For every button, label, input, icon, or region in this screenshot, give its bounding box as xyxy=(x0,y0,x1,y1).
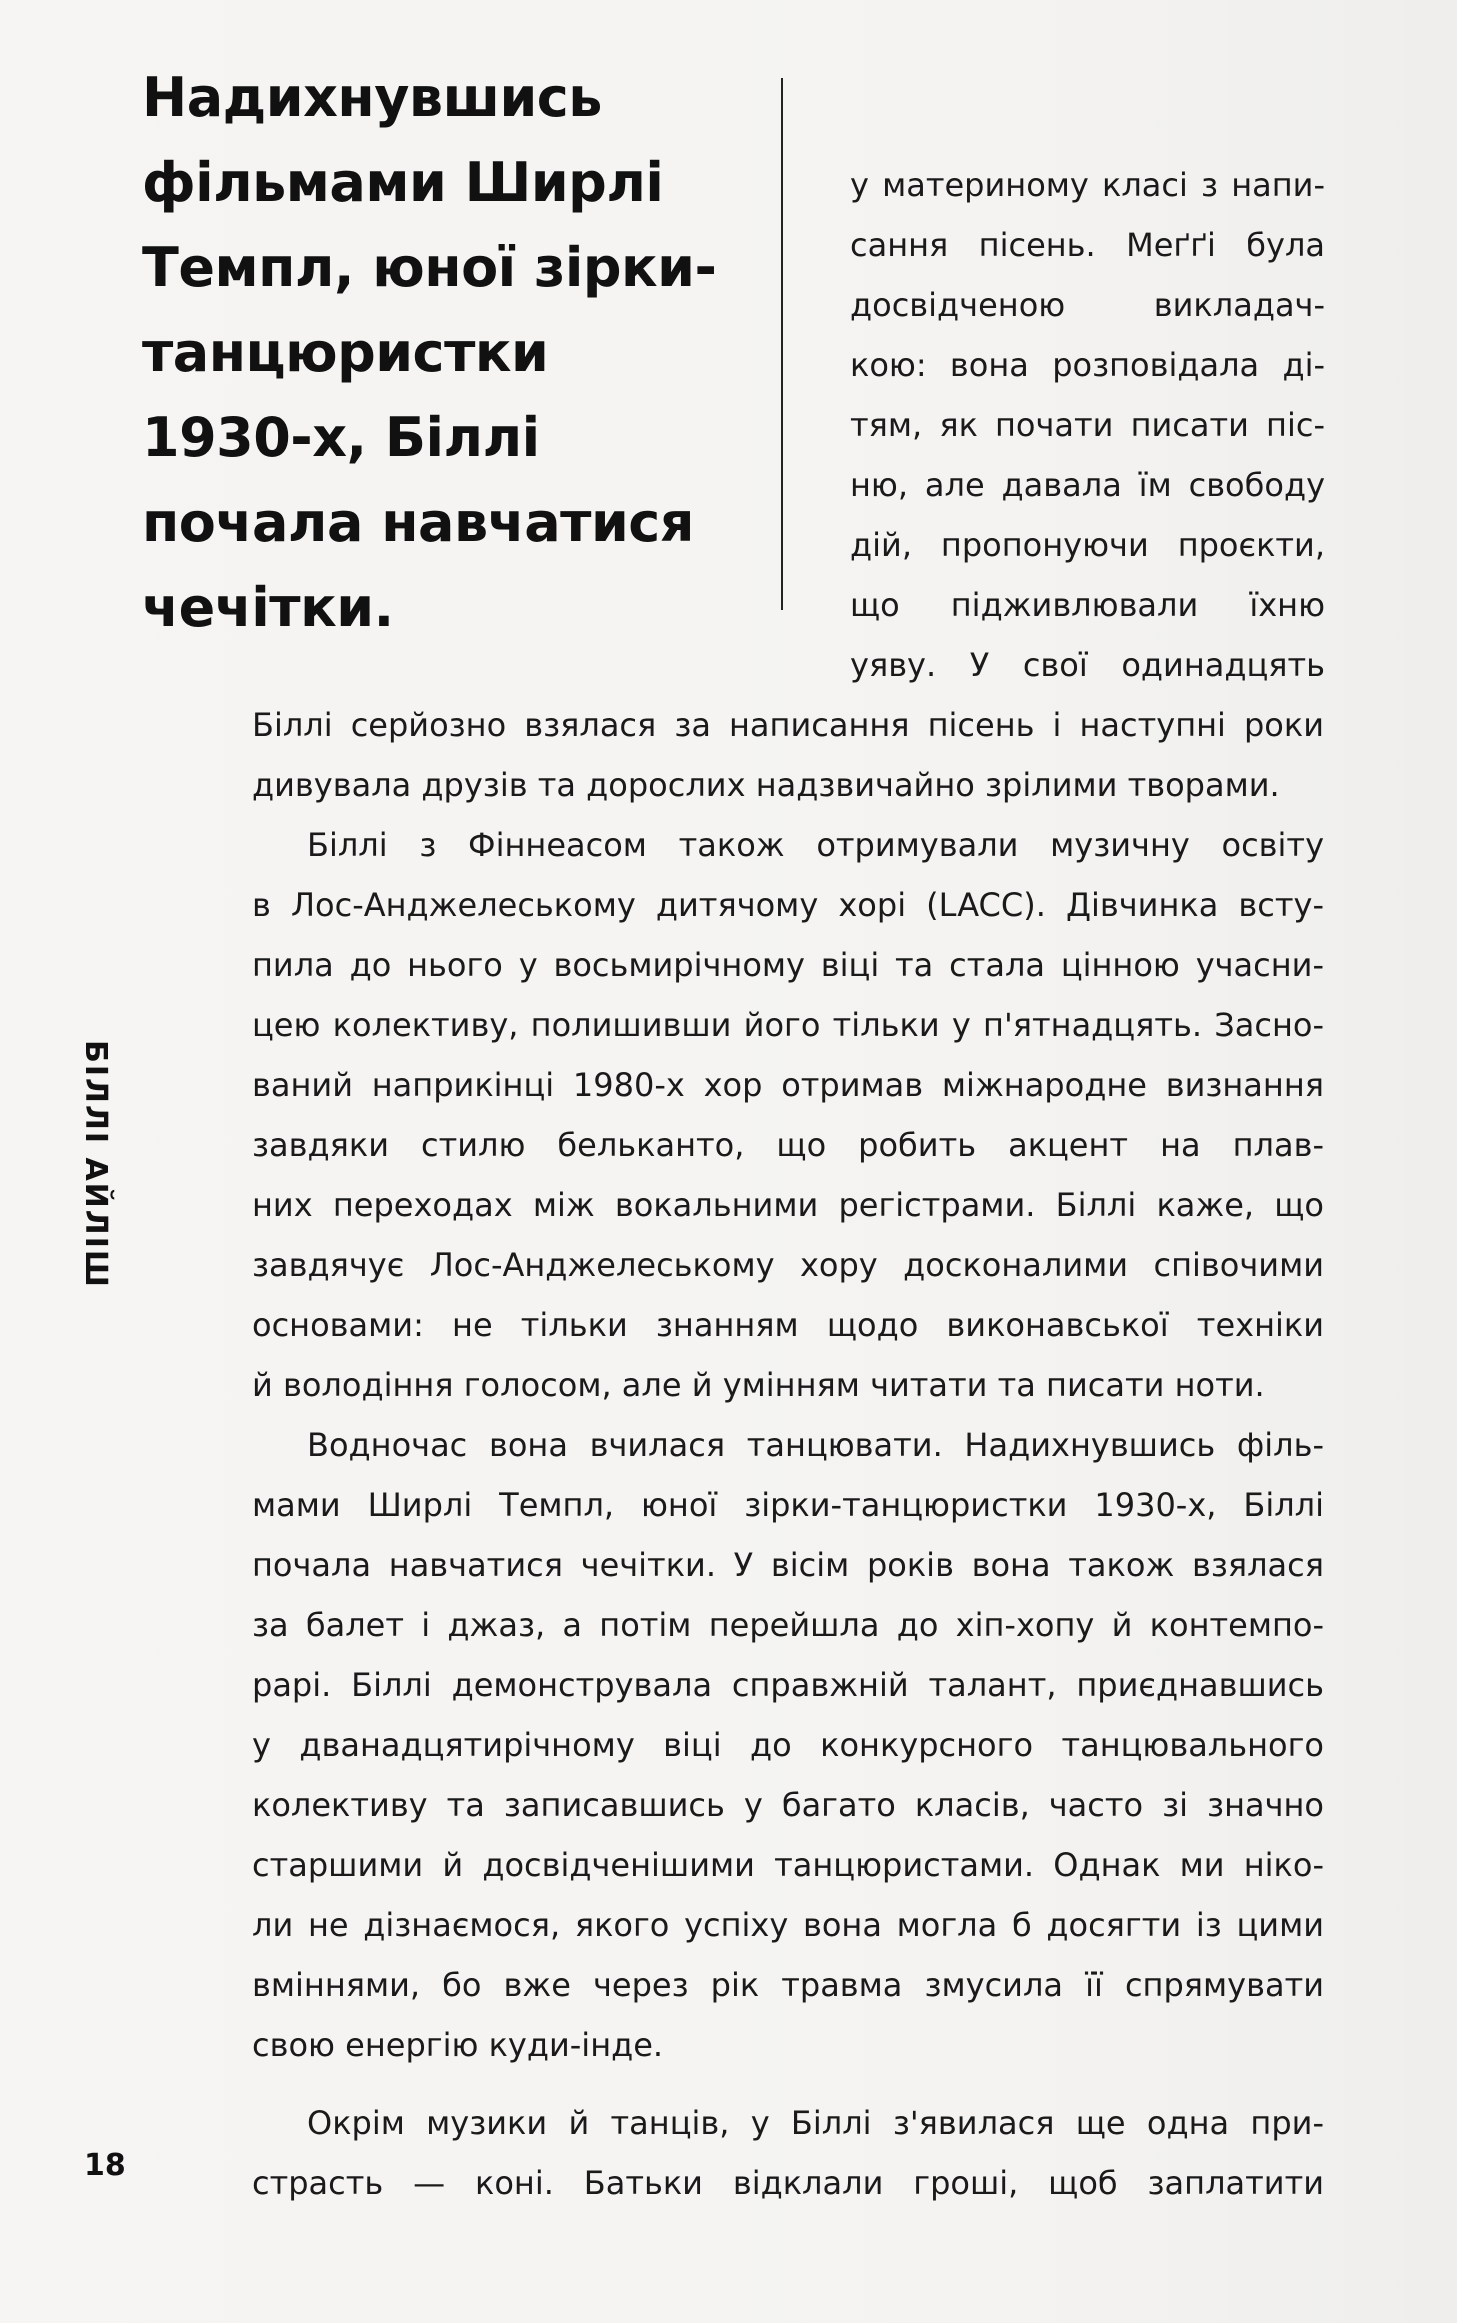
body-text xyxy=(252,695,1324,2213)
text-line: Водночас вона вчилася танцювати. Надихнувшись філь- xyxy=(307,1426,1324,1464)
paragraph xyxy=(252,1415,1324,2075)
text-line: досвідченою викладач- xyxy=(850,286,1325,324)
text-line: них переходах між вокальними регістрами. Біллі каже, що xyxy=(252,1186,1324,1224)
text-line: пила до нього у восьмирічному віці та стала цінною учасни- xyxy=(252,946,1324,984)
text-line: рарі. Біллі демонструвала справжній талант, приєднавшись xyxy=(252,1666,1324,1704)
running-head: БІЛЛІ АЙЛІШ xyxy=(78,1040,113,1289)
text-line: ли не дізнаємося, якого успіху вона могла б досягти із цими xyxy=(252,1906,1324,1944)
text-line: колективу та записавшись у багато класів, часто зі значно xyxy=(252,1786,1324,1824)
pull-quote-line: фільмами Ширлі xyxy=(142,151,664,214)
text-line: завдяки стилю бельканто, що робить акцент на плав- xyxy=(252,1126,1324,1164)
text-line: ню, але давала їм свободу xyxy=(850,466,1325,504)
pull-quote-line: почала навчатися xyxy=(142,491,694,554)
text-line: старшими й досвідченішими танцюристами. Однак ми ніко- xyxy=(252,1846,1324,1884)
paragraph xyxy=(252,695,1324,815)
text-line: кою: вона розповідала ді- xyxy=(850,346,1325,384)
text-line: основами: не тільки знанням щодо виконавської техніки xyxy=(252,1306,1324,1344)
pull-quote-line: Надихнувшись xyxy=(142,66,602,129)
text-line: уяву. У свої одинадцять xyxy=(850,646,1325,684)
pull-quote-line: чечітки. xyxy=(142,576,394,639)
text-line: за балет і джаз, а потім перейшла до хіп-хопу й контемпо- xyxy=(252,1606,1324,1644)
text-line: у дванадцятирічному віці до конкурсного танцювального xyxy=(252,1726,1324,1764)
text-line: Біллі серйозно взялася за написання пісень і наступні роки xyxy=(252,706,1324,744)
pull-quote-line: 1930-х, Біллі xyxy=(142,406,540,469)
text-line: Окрім музики й танців, у Біллі з'явилася ще одна при- xyxy=(307,2104,1324,2142)
text-line: тям, як почати писати піс- xyxy=(850,406,1325,444)
text-line: цею колективу, полишивши його тільки у п'ятнадцять. Засно- xyxy=(252,1006,1324,1044)
pull-quote-divider xyxy=(781,78,783,610)
paragraph xyxy=(252,2093,1324,2213)
text-line: вміннями, бо вже через рік травма змусила її спрямувати xyxy=(252,1966,1324,2004)
text-line: свою енергію куди-інде. xyxy=(252,2026,664,2064)
text-line: сання пісень. Меґґі була xyxy=(850,226,1325,264)
text-line: дій, пропонуючи проєкти, xyxy=(850,526,1325,564)
text-line: ваний наприкінці 1980-х хор отримав міжнародне визнання xyxy=(252,1066,1324,1104)
pull-quote-line: Темпл, юної зірки- xyxy=(142,236,717,299)
paragraph xyxy=(252,815,1324,1415)
text-line: й володіння голосом, але й умінням читати та писати ноти. xyxy=(252,1366,1265,1404)
text-line: Біллі з Фіннеасом також отримували музичну освіту xyxy=(307,826,1324,864)
text-line: що підживлювали їхню xyxy=(850,586,1325,624)
side-column-text xyxy=(850,155,1325,695)
pull-quote xyxy=(142,55,782,650)
page-number: 18 xyxy=(84,2148,126,2183)
text-line: у материному класі з напи- xyxy=(850,166,1325,204)
text-line: почала навчатися чечітки. У вісім років вона також взялася xyxy=(252,1546,1324,1584)
text-line: мами Ширлі Темпл, юної зірки-танцюристки 1930-х, Біллі xyxy=(252,1486,1324,1524)
text-line: в Лос-Анджелеському дитячому хорі (LACC). Дівчинка всту- xyxy=(252,886,1324,924)
text-line: дивувала друзів та дорослих надзвичайно зрілими творами. xyxy=(252,766,1280,804)
pull-quote-line: танцюристки xyxy=(142,321,549,384)
text-line: завдячує Лос-Анджелеському хору досконалими співочими xyxy=(252,1246,1324,1284)
text-line: страсть — коні. Батьки відклали гроші, щоб заплатити xyxy=(252,2164,1324,2202)
